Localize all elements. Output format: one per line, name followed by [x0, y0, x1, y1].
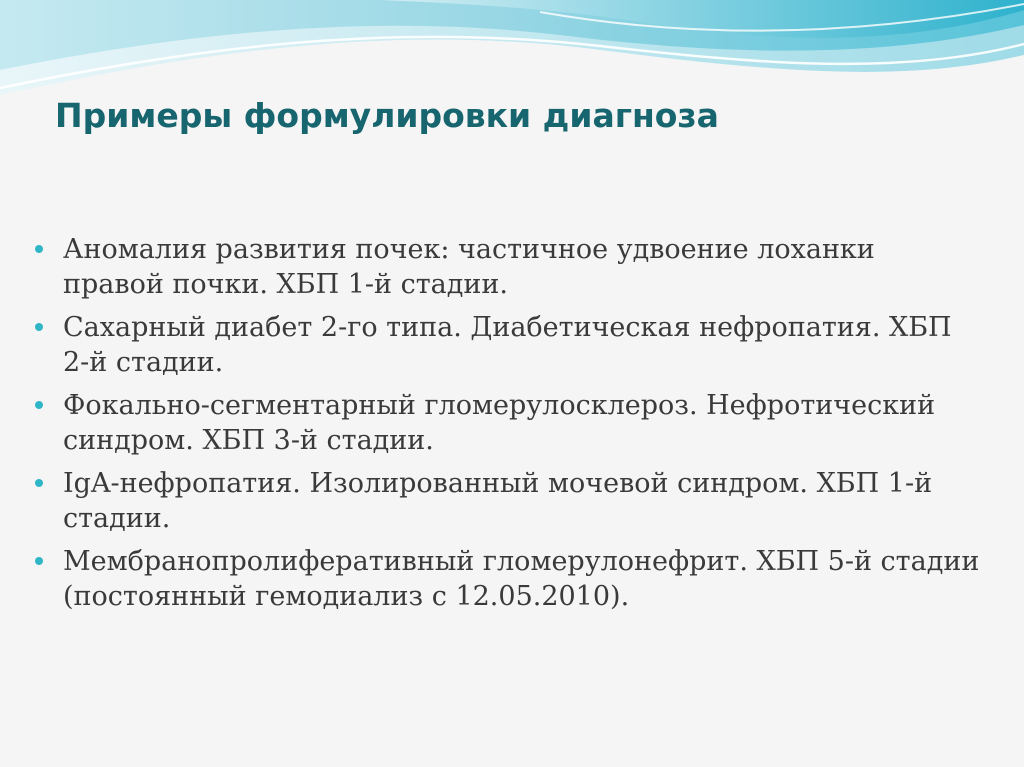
list-item	[33, 232, 983, 302]
list-item	[33, 544, 983, 614]
list-item-text: Фокально-сегментарный гломерулосклероз. Нефротический синдром. ХБП 3-й стадии.	[63, 390, 936, 456]
bullet-dot-icon	[35, 557, 43, 565]
list-item	[33, 310, 983, 380]
list-item-text: Сахарный диабет 2-го типа. Диабетическая нефропатия. ХБП 2-й стадии.	[63, 312, 952, 378]
list-item-text: Мембранопролиферативный гломерулонефрит. ХБП 5-й стадии (постоянный гемодиализ с 12.05.2010).	[63, 546, 980, 612]
diagnosis-examples-list	[33, 232, 983, 622]
list-item-text: IgA-нефропатия. Изолированный мочевой синдром. ХБП 1-й стадии.	[63, 468, 933, 534]
slide-title: Примеры формулировки диагноза	[55, 96, 719, 135]
list-item-text: Аномалия развития почек: частичное удвоение лоханки правой почки. ХБП 1-й стадии.	[63, 234, 875, 300]
bullet-dot-icon	[35, 323, 43, 331]
list-item	[33, 466, 983, 536]
list-item	[33, 388, 983, 458]
bullet-dot-icon	[35, 479, 43, 487]
bullet-dot-icon	[35, 401, 43, 409]
bullet-dot-icon	[35, 245, 43, 253]
